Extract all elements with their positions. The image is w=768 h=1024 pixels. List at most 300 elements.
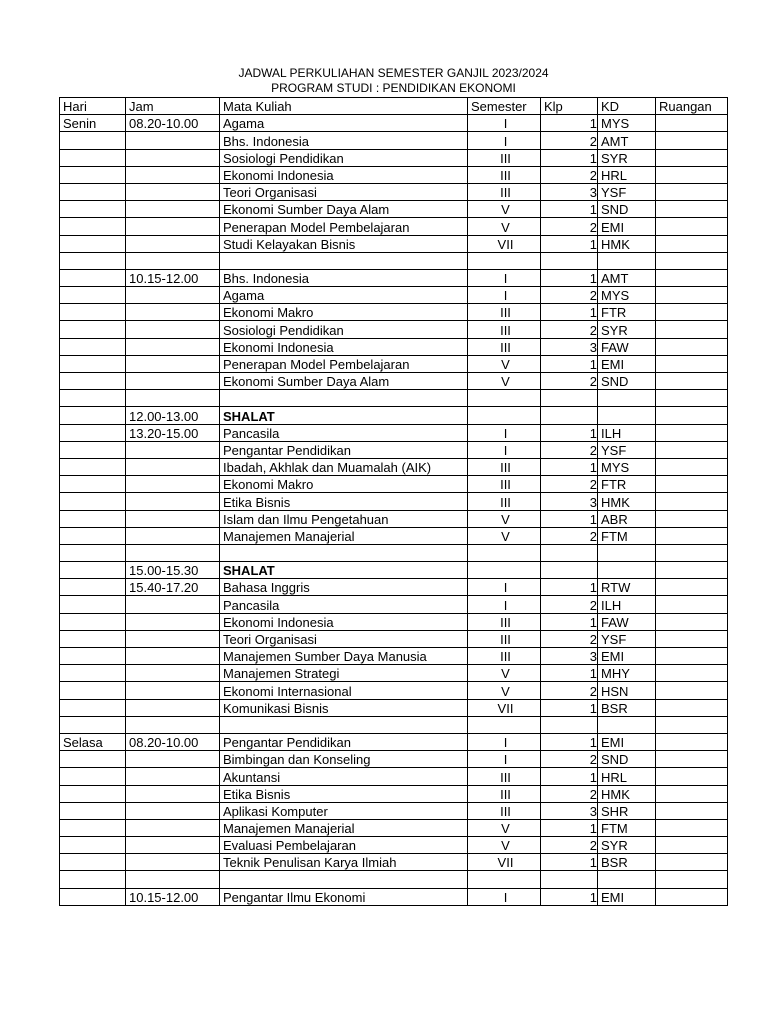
- cell-jam: [126, 819, 220, 836]
- cell-ruangan: [656, 854, 728, 871]
- cell-mata-kuliah: Sosiologi Pendidikan: [220, 149, 468, 166]
- cell-mata-kuliah: Studi Kelayakan Bisnis: [220, 235, 468, 252]
- cell-ruangan: [656, 493, 728, 510]
- table-row: [60, 819, 728, 836]
- table-row: [60, 201, 728, 218]
- cell-jam: [126, 476, 220, 493]
- cell-ruangan: [656, 871, 728, 888]
- cell-hari: [60, 819, 126, 836]
- table-row: [60, 562, 728, 579]
- cell-jam: 15.00-15.30: [126, 562, 220, 579]
- cell-hari: [60, 527, 126, 544]
- cell-jam: [126, 837, 220, 854]
- table-row: [60, 613, 728, 630]
- cell-kd: [598, 252, 656, 269]
- cell-mata-kuliah: Teori Organisasi: [220, 630, 468, 647]
- cell-semester: V: [468, 510, 541, 527]
- cell-jam: [126, 751, 220, 768]
- cell-ruangan: [656, 304, 728, 321]
- cell-kd: HMK: [598, 235, 656, 252]
- cell-semester: I: [468, 888, 541, 905]
- cell-jam: [126, 287, 220, 304]
- table-row: [60, 888, 728, 905]
- cell-klp: 1: [541, 201, 598, 218]
- cell-semester: [468, 252, 541, 269]
- cell-mata-kuliah: Pengantar Ilmu Ekonomi: [220, 888, 468, 905]
- table-row: [60, 665, 728, 682]
- cell-jam: [126, 458, 220, 475]
- cell-ruangan: [656, 390, 728, 407]
- cell-semester: I: [468, 596, 541, 613]
- cell-hari: [60, 166, 126, 183]
- cell-semester: III: [468, 458, 541, 475]
- cell-klp: 1: [541, 579, 598, 596]
- cell-kd: SND: [598, 201, 656, 218]
- cell-semester: VII: [468, 699, 541, 716]
- cell-kd: EMI: [598, 733, 656, 750]
- cell-kd: EMI: [598, 648, 656, 665]
- table-row: [60, 751, 728, 768]
- table-row: [60, 287, 728, 304]
- table-row: [60, 321, 728, 338]
- cell-ruangan: [656, 733, 728, 750]
- cell-klp: 1: [541, 149, 598, 166]
- cell-ruangan: [656, 819, 728, 836]
- cell-jam: [126, 218, 220, 235]
- cell-hari: [60, 716, 126, 733]
- cell-klp: [541, 562, 598, 579]
- cell-hari: [60, 613, 126, 630]
- table-row: [60, 407, 728, 424]
- cell-semester: III: [468, 476, 541, 493]
- table-row: [60, 630, 728, 647]
- table-row: [60, 252, 728, 269]
- cell-klp: 1: [541, 888, 598, 905]
- cell-mata-kuliah: Sosiologi Pendidikan: [220, 321, 468, 338]
- cell-mata-kuliah: Ekonomi Internasional: [220, 682, 468, 699]
- cell-semester: III: [468, 166, 541, 183]
- cell-hari: [60, 132, 126, 149]
- document-subtitle: PROGRAM STUDI : PENDIDIKAN EKONOMI: [271, 81, 516, 95]
- cell-ruangan: [656, 716, 728, 733]
- cell-jam: 10.15-12.00: [126, 888, 220, 905]
- cell-klp: 1: [541, 510, 598, 527]
- cell-hari: [60, 476, 126, 493]
- cell-klp: 2: [541, 785, 598, 802]
- cell-klp: 1: [541, 115, 598, 132]
- cell-klp: 2: [541, 218, 598, 235]
- cell-hari: [60, 888, 126, 905]
- cell-mata-kuliah: Penerapan Model Pembelajaran: [220, 218, 468, 235]
- cell-mata-kuliah: Pengantar Pendidikan: [220, 733, 468, 750]
- cell-ruangan: [656, 527, 728, 544]
- table-row: [60, 183, 728, 200]
- cell-ruangan: [656, 682, 728, 699]
- cell-hari: [60, 201, 126, 218]
- cell-jam: [126, 390, 220, 407]
- cell-kd: FTM: [598, 819, 656, 836]
- cell-ruangan: [656, 269, 728, 286]
- table-row: [60, 596, 728, 613]
- cell-semester: V: [468, 373, 541, 390]
- header-jam: Jam: [126, 98, 220, 115]
- cell-hari: [60, 871, 126, 888]
- cell-mata-kuliah: Ekonomi Makro: [220, 304, 468, 321]
- cell-kd: HRL: [598, 166, 656, 183]
- cell-jam: [126, 802, 220, 819]
- cell-hari: [60, 648, 126, 665]
- table-row: [60, 476, 728, 493]
- cell-kd: MHY: [598, 665, 656, 682]
- cell-hari: [60, 149, 126, 166]
- cell-mata-kuliah: Manajemen Strategi: [220, 665, 468, 682]
- cell-jam: [126, 321, 220, 338]
- cell-hari: [60, 390, 126, 407]
- table-row: [60, 854, 728, 871]
- table-row: [60, 355, 728, 372]
- cell-mata-kuliah: Evaluasi Pembelajaran: [220, 837, 468, 854]
- cell-kd: ILH: [598, 424, 656, 441]
- cell-ruangan: [656, 785, 728, 802]
- table-row: [60, 544, 728, 561]
- cell-semester: [468, 390, 541, 407]
- cell-mata-kuliah: Manajemen Sumber Daya Manusia: [220, 648, 468, 665]
- cell-mata-kuliah: Penerapan Model Pembelajaran: [220, 355, 468, 372]
- cell-ruangan: [656, 166, 728, 183]
- cell-semester: V: [468, 837, 541, 854]
- cell-semester: I: [468, 441, 541, 458]
- cell-semester: [468, 871, 541, 888]
- cell-jam: [126, 527, 220, 544]
- cell-klp: 1: [541, 424, 598, 441]
- cell-ruangan: [656, 837, 728, 854]
- table-row: [60, 166, 728, 183]
- cell-klp: 1: [541, 699, 598, 716]
- cell-mata-kuliah: Manajemen Manajerial: [220, 527, 468, 544]
- cell-mata-kuliah: Agama: [220, 287, 468, 304]
- cell-kd: BSR: [598, 854, 656, 871]
- header-hari: Hari: [60, 98, 126, 115]
- cell-semester: I: [468, 579, 541, 596]
- table-row: [60, 115, 728, 132]
- cell-hari: [60, 837, 126, 854]
- cell-ruangan: [656, 768, 728, 785]
- cell-semester: I: [468, 287, 541, 304]
- cell-klp: [541, 544, 598, 561]
- cell-hari: [60, 338, 126, 355]
- cell-kd: FAW: [598, 613, 656, 630]
- cell-ruangan: [656, 373, 728, 390]
- cell-jam: [126, 235, 220, 252]
- cell-klp: 2: [541, 527, 598, 544]
- cell-klp: 1: [541, 819, 598, 836]
- cell-hari: [60, 321, 126, 338]
- cell-klp: 2: [541, 321, 598, 338]
- cell-klp: 1: [541, 235, 598, 252]
- cell-mata-kuliah: Ibadah, Akhlak dan Muamalah (AIK): [220, 458, 468, 475]
- cell-jam: [126, 596, 220, 613]
- cell-hari: [60, 287, 126, 304]
- cell-semester: V: [468, 665, 541, 682]
- cell-kd: HRL: [598, 768, 656, 785]
- cell-hari: [60, 304, 126, 321]
- cell-hari: [60, 768, 126, 785]
- cell-mata-kuliah: Pengantar Pendidikan: [220, 441, 468, 458]
- table-row: [60, 269, 728, 286]
- cell-kd: YSF: [598, 183, 656, 200]
- cell-semester: [468, 562, 541, 579]
- table-row: [60, 733, 728, 750]
- table-row: [60, 424, 728, 441]
- cell-semester: III: [468, 648, 541, 665]
- cell-hari: [60, 785, 126, 802]
- cell-klp: 3: [541, 338, 598, 355]
- cell-mata-kuliah: Ekonomi Indonesia: [220, 338, 468, 355]
- cell-ruangan: [656, 424, 728, 441]
- cell-jam: [126, 682, 220, 699]
- cell-mata-kuliah: [220, 252, 468, 269]
- cell-semester: I: [468, 132, 541, 149]
- cell-ruangan: [656, 458, 728, 475]
- cell-ruangan: [656, 321, 728, 338]
- schedule-body: [60, 98, 728, 906]
- cell-hari: [60, 510, 126, 527]
- cell-jam: 08.20-10.00: [126, 115, 220, 132]
- cell-mata-kuliah: [220, 544, 468, 561]
- table-row: [60, 699, 728, 716]
- table-row: [60, 373, 728, 390]
- cell-jam: [126, 183, 220, 200]
- table-row: [60, 149, 728, 166]
- cell-kd: FTR: [598, 476, 656, 493]
- cell-mata-kuliah: Pancasila: [220, 596, 468, 613]
- cell-mata-kuliah: Bhs. Indonesia: [220, 132, 468, 149]
- cell-hari: [60, 218, 126, 235]
- cell-klp: 2: [541, 441, 598, 458]
- cell-jam: 08.20-10.00: [126, 733, 220, 750]
- cell-klp: [541, 716, 598, 733]
- table-row: [60, 510, 728, 527]
- cell-jam: [126, 252, 220, 269]
- cell-ruangan: [656, 441, 728, 458]
- cell-jam: [126, 132, 220, 149]
- cell-ruangan: [656, 355, 728, 372]
- cell-jam: [126, 871, 220, 888]
- cell-jam: [126, 355, 220, 372]
- cell-jam: [126, 166, 220, 183]
- cell-jam: [126, 613, 220, 630]
- cell-kd: AMT: [598, 269, 656, 286]
- cell-mata-kuliah: Bhs. Indonesia: [220, 269, 468, 286]
- cell-hari: [60, 630, 126, 647]
- cell-klp: 1: [541, 733, 598, 750]
- cell-hari: [60, 854, 126, 871]
- cell-kd: SHR: [598, 802, 656, 819]
- cell-hari: [60, 493, 126, 510]
- cell-jam: [126, 373, 220, 390]
- cell-jam: [126, 510, 220, 527]
- table-row: [60, 493, 728, 510]
- cell-ruangan: [656, 888, 728, 905]
- cell-jam: 12.00-13.00: [126, 407, 220, 424]
- cell-kd: YSF: [598, 441, 656, 458]
- cell-kd: ABR: [598, 510, 656, 527]
- cell-jam: 13.20-15.00: [126, 424, 220, 441]
- table-row: [60, 682, 728, 699]
- cell-klp: 2: [541, 132, 598, 149]
- schedule-table: [59, 97, 728, 906]
- cell-ruangan: [656, 630, 728, 647]
- cell-kd: YSF: [598, 630, 656, 647]
- cell-mata-kuliah: Manajemen Manajerial: [220, 819, 468, 836]
- table-row: [60, 768, 728, 785]
- cell-mata-kuliah: Agama: [220, 115, 468, 132]
- cell-klp: 1: [541, 768, 598, 785]
- table-row: [60, 716, 728, 733]
- cell-klp: 1: [541, 613, 598, 630]
- cell-semester: I: [468, 424, 541, 441]
- cell-hari: [60, 682, 126, 699]
- cell-jam: [126, 716, 220, 733]
- header-kd: KD: [598, 98, 656, 115]
- cell-hari: [60, 355, 126, 372]
- cell-hari: [60, 562, 126, 579]
- cell-semester: I: [468, 733, 541, 750]
- cell-mata-kuliah: Teori Organisasi: [220, 183, 468, 200]
- cell-ruangan: [656, 132, 728, 149]
- cell-jam: [126, 441, 220, 458]
- cell-jam: [126, 149, 220, 166]
- cell-klp: 3: [541, 183, 598, 200]
- cell-ruangan: [656, 235, 728, 252]
- cell-klp: 3: [541, 648, 598, 665]
- cell-kd: SND: [598, 373, 656, 390]
- table-row: [60, 218, 728, 235]
- cell-hari: [60, 424, 126, 441]
- cell-hari: [60, 579, 126, 596]
- cell-hari: [60, 373, 126, 390]
- table-row: [60, 132, 728, 149]
- cell-mata-kuliah: [220, 716, 468, 733]
- cell-ruangan: [656, 665, 728, 682]
- cell-jam: [126, 768, 220, 785]
- table-row: [60, 235, 728, 252]
- document-title: JADWAL PERKULIAHAN SEMESTER GANJIL 2023/2024: [238, 66, 549, 80]
- cell-ruangan: [656, 338, 728, 355]
- table-row: [60, 458, 728, 475]
- cell-semester: V: [468, 819, 541, 836]
- cell-semester: V: [468, 682, 541, 699]
- cell-klp: 1: [541, 355, 598, 372]
- cell-klp: 2: [541, 751, 598, 768]
- cell-hari: [60, 407, 126, 424]
- cell-jam: [126, 785, 220, 802]
- cell-kd: BSR: [598, 699, 656, 716]
- table-row: [60, 441, 728, 458]
- cell-mata-kuliah: Ekonomi Sumber Daya Alam: [220, 373, 468, 390]
- cell-ruangan: [656, 510, 728, 527]
- cell-mata-kuliah: Bimbingan dan Konseling: [220, 751, 468, 768]
- header-row: [60, 98, 728, 115]
- cell-ruangan: [656, 201, 728, 218]
- cell-klp: 2: [541, 476, 598, 493]
- cell-ruangan: [656, 544, 728, 561]
- cell-ruangan: [656, 218, 728, 235]
- cell-jam: [126, 304, 220, 321]
- cell-jam: [126, 630, 220, 647]
- cell-kd: ILH: [598, 596, 656, 613]
- cell-kd: RTW: [598, 579, 656, 596]
- cell-ruangan: [656, 802, 728, 819]
- cell-semester: [468, 407, 541, 424]
- table-row: [60, 837, 728, 854]
- cell-semester: III: [468, 613, 541, 630]
- cell-hari: [60, 183, 126, 200]
- cell-hari: [60, 252, 126, 269]
- cell-hari: Selasa: [60, 733, 126, 750]
- cell-kd: SYR: [598, 321, 656, 338]
- cell-mata-kuliah: Ekonomi Indonesia: [220, 613, 468, 630]
- cell-ruangan: [656, 149, 728, 166]
- cell-mata-kuliah: Teknik Penulisan Karya Ilmiah: [220, 854, 468, 871]
- cell-klp: 1: [541, 665, 598, 682]
- cell-jam: [126, 665, 220, 682]
- cell-mata-kuliah: Akuntansi: [220, 768, 468, 785]
- cell-kd: [598, 390, 656, 407]
- cell-hari: Senin: [60, 115, 126, 132]
- cell-klp: [541, 407, 598, 424]
- cell-klp: 3: [541, 802, 598, 819]
- cell-klp: 2: [541, 837, 598, 854]
- cell-hari: [60, 458, 126, 475]
- cell-jam: 15.40-17.20: [126, 579, 220, 596]
- cell-kd: [598, 716, 656, 733]
- cell-kd: EMI: [598, 218, 656, 235]
- cell-ruangan: [656, 648, 728, 665]
- cell-klp: 1: [541, 458, 598, 475]
- cell-jam: [126, 648, 220, 665]
- cell-semester: I: [468, 269, 541, 286]
- cell-kd: [598, 562, 656, 579]
- header-klp: Klp: [541, 98, 598, 115]
- cell-hari: [60, 699, 126, 716]
- cell-klp: 2: [541, 373, 598, 390]
- table-row: [60, 390, 728, 407]
- cell-jam: [126, 854, 220, 871]
- cell-hari: [60, 235, 126, 252]
- cell-semester: III: [468, 321, 541, 338]
- cell-kd: MYS: [598, 287, 656, 304]
- cell-ruangan: [656, 476, 728, 493]
- cell-klp: 2: [541, 166, 598, 183]
- cell-klp: [541, 871, 598, 888]
- cell-semester: III: [468, 802, 541, 819]
- cell-mata-kuliah: Bahasa Inggris: [220, 579, 468, 596]
- cell-mata-kuliah: Ekonomi Makro: [220, 476, 468, 493]
- cell-mata-kuliah: Ekonomi Indonesia: [220, 166, 468, 183]
- cell-mata-kuliah: Komunikasi Bisnis: [220, 699, 468, 716]
- cell-semester: V: [468, 527, 541, 544]
- cell-mata-kuliah: Islam dan Ilmu Pengetahuan: [220, 510, 468, 527]
- cell-semester: III: [468, 768, 541, 785]
- cell-mata-kuliah: Pancasila: [220, 424, 468, 441]
- cell-ruangan: [656, 596, 728, 613]
- cell-kd: MYS: [598, 458, 656, 475]
- cell-ruangan: [656, 562, 728, 579]
- cell-klp: 2: [541, 596, 598, 613]
- cell-hari: [60, 751, 126, 768]
- cell-semester: VII: [468, 235, 541, 252]
